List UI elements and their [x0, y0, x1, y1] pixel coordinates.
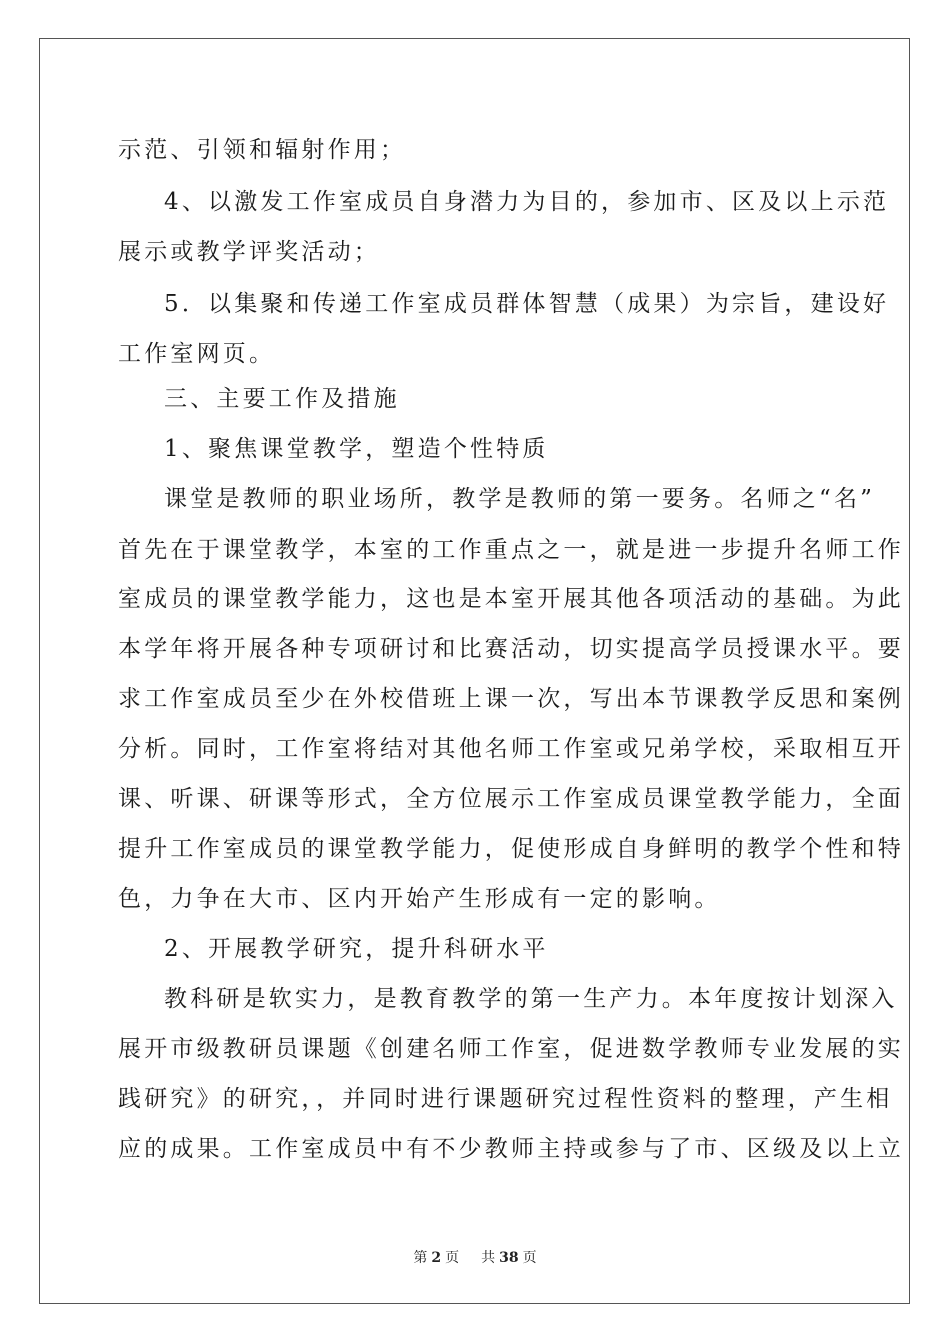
text-line: 教科研是软实力，是教育教学的第一生产力。本年度按计划深入 — [164, 986, 898, 1012]
text-line: 4、以激发工作室成员自身潜力为目的，参加市、区及以上示范 — [164, 189, 890, 215]
footer-page-prefix: 第 — [413, 1250, 428, 1266]
footer-total-pages: 38 — [499, 1250, 519, 1266]
text-line: 色，力争在大市、区内开始产生形成有一定的影响。 — [118, 886, 721, 912]
text-line: 首先在于课堂教学，本室的工作重点之一，就是进一步提升名师工作 — [118, 537, 904, 563]
section-heading: 三、主要工作及措施 — [164, 386, 400, 412]
page-border — [39, 38, 910, 1304]
footer-total-prefix: 共 — [481, 1250, 496, 1266]
text-line: 工作室网页。 — [118, 341, 276, 367]
text-line: 展示或教学评奖活动； — [118, 239, 380, 265]
subsection-heading: 2、开展教学研究，提升科研水平 — [164, 936, 549, 962]
footer-page-suffix: 页 — [445, 1250, 460, 1266]
subsection-heading: 1、聚焦课堂教学，塑造个性特质 — [164, 436, 549, 462]
text-line: 分析。同时，工作室将结对其他名师工作室或兄弟学校，采取相互开 — [118, 736, 904, 762]
text-line: 课堂是教师的职业场所，教学是教师的第一要务。名师之“名” — [164, 486, 876, 512]
text-line: 践研究》的研究，，并同时进行课题研究过程性资料的整理，产生相 — [118, 1086, 893, 1112]
page-footer — [0, 1247, 950, 1267]
text-line: 课、听课、研课等形式，全方位展示工作室成员课堂教学能力，全面 — [118, 786, 904, 812]
text-line: 应的成果。工作室成员中有不少教师主持或参与了市、区级及以上立 — [118, 1136, 904, 1162]
footer-page-number: 2 — [431, 1250, 442, 1266]
text-line: 展开市级教研员课题《创建名师工作室，促进数学教师专业发展的实 — [118, 1036, 904, 1062]
text-line: 提升工作室成员的课堂教学能力，促使形成自身鲜明的教学个性和特 — [118, 836, 904, 862]
text-line: 示范、引领和辐射作用； — [118, 137, 407, 163]
text-line: 室成员的课堂教学能力，这也是本室开展其他各项活动的基础。为此 — [118, 586, 904, 612]
text-line: 5．以集聚和传递工作室成员群体智慧（成果）为宗旨，建设好 — [164, 291, 890, 317]
text-line: 本学年将开展各种专项研讨和比赛活动，切实提高学员授课水平。要 — [118, 636, 904, 662]
text-line: 求工作室成员至少在外校借班上课一次，写出本节课教学反思和案例 — [118, 686, 904, 712]
footer-total-suffix: 页 — [522, 1250, 537, 1266]
